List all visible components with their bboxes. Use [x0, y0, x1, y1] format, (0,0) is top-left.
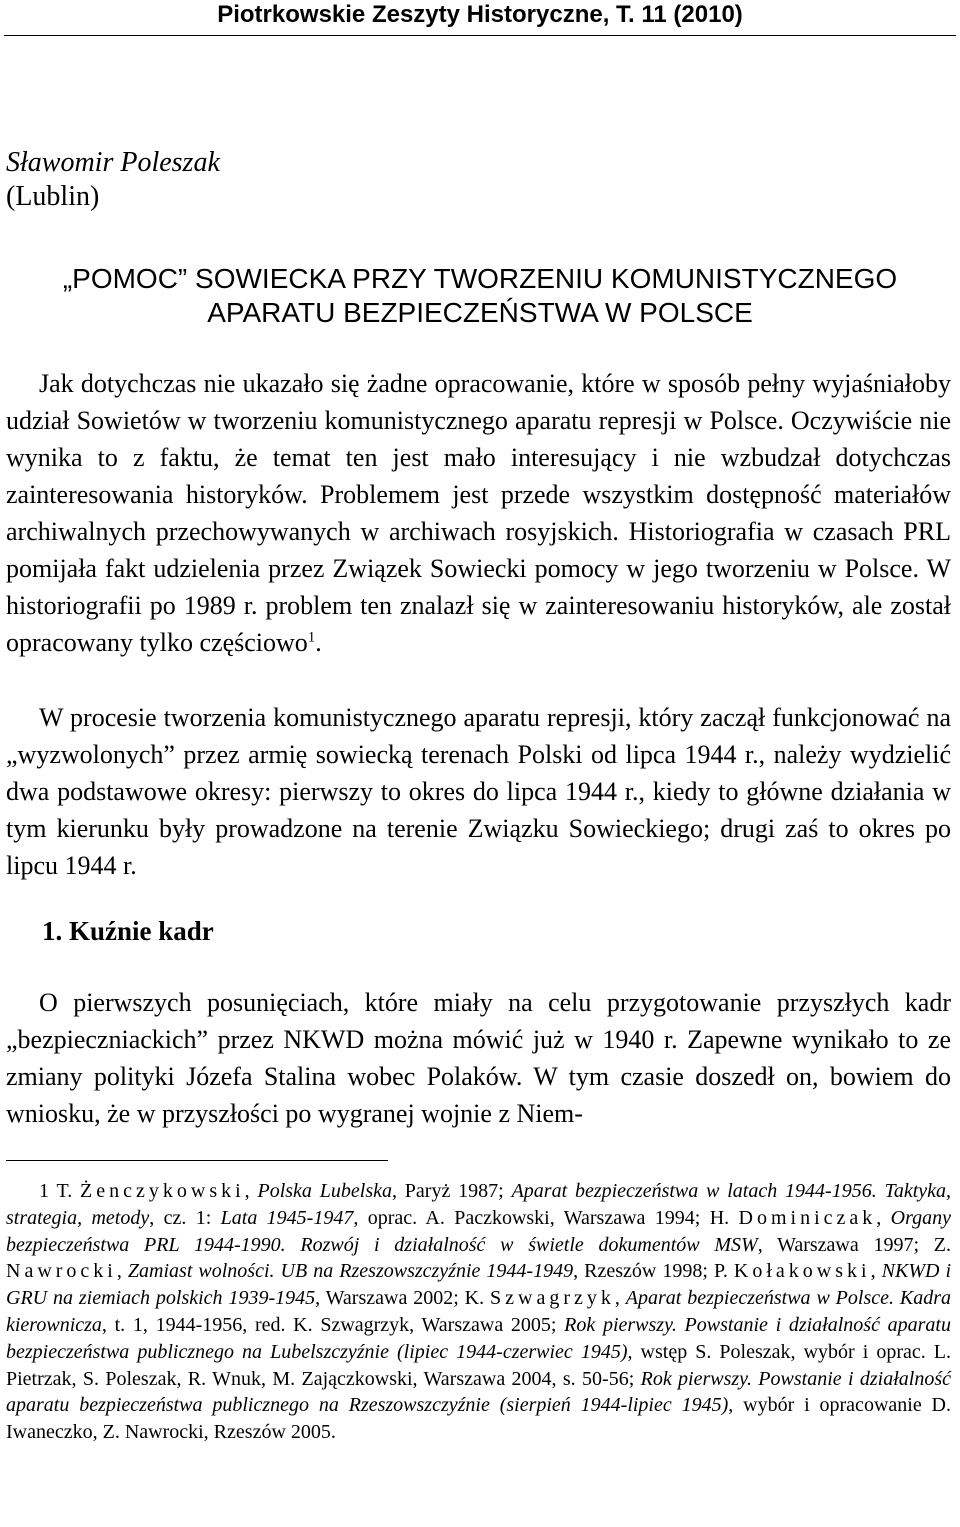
- footnote-work-title: Organy bezpieczeństwa PRL 1944-1990. Rozwój i działalność w świetle dokumentów MSW: [6, 1206, 952, 1256]
- footnote-text: , Rzeszów 1998; P.: [573, 1260, 734, 1283]
- author-affiliation: (Lublin): [6, 181, 100, 212]
- footnote-text: , t. 1, 1944-1956, red. K. Szwagrzyk, Warszawa 2005;: [101, 1313, 565, 1336]
- author-name: Sławomir Poleszak: [6, 147, 220, 178]
- footnote-text: , Paryż 1987;: [391, 1180, 512, 1202]
- footnote-number: 1: [39, 1180, 49, 1202]
- footnote-author: Nawrocki: [6, 1260, 117, 1283]
- footnote-ref: 1: [307, 629, 316, 646]
- footnote-work-title: Aparat bezpieczeństwa w Polsce. Kadra kierownicza: [6, 1287, 952, 1336]
- footnote-text: T.: [49, 1180, 81, 1202]
- paragraph-periods: W procesie tworzenia komunistycznego aparatu represji, który zaczął funkcjonować na „wyzwolonych” przez armię sowiecką terenach Polski od lipca 1944 r., należy wydzielić dwa podstawowe okresy: pierwszy to okres do lipca 1944 r., kiedy to główne działania w tym kierunku były prowadzone na terenie Związku Sowieckiego; drugi zaś to okres po lipcu 1944 r.: [6, 703, 951, 880]
- footnote-work-title: Lata 1945-1947: [220, 1206, 354, 1229]
- running-header: Piotrkowskie Zeszyty Historyczne, T. 11 (2010): [217, 1, 743, 28]
- footnote-text: ,: [614, 1287, 626, 1310]
- footnote-text: ,: [116, 1260, 128, 1283]
- footnote-author: Żenczykowski: [80, 1180, 245, 1202]
- footnote-text: ,: [870, 1260, 882, 1283]
- footnote-work-title: Aparat bezpieczeństwa w latach 1944-1956. Taktyka, strategia, metody: [6, 1180, 952, 1229]
- footnote-work-title: Rok pierwszy. Powstanie i działalność aparatu bezpieczeństwa publicznego na Rzeszowszczyźnie (sierpień 1944-lipiec 1945): [6, 1367, 951, 1417]
- footnote-text: , Warszawa 2002; K.: [315, 1287, 491, 1310]
- footnote-text: , Warszawa 1997; Z.: [757, 1233, 951, 1256]
- footnote-text: ,: [244, 1180, 258, 1202]
- footnote-work-title: Rok pierwszy. Powstanie i działalność aparatu bezpieczeństwa publicznego na Lubelszczyźnie (lipiec 1944-czerwiec 1945): [6, 1313, 951, 1363]
- paragraph-intro-end: .: [315, 628, 322, 657]
- footnote: [6, 1178, 951, 1446]
- footnote-rule: [6, 1160, 388, 1161]
- footnote-text: , oprac. A. Paczkowski, Warszawa 1994; H.: [353, 1206, 739, 1229]
- footnote-text: , wybór i opracowanie D. Iwaneczko, Z. Nawrocki, Rzeszów 2005.: [6, 1394, 951, 1444]
- header-rule: [4, 35, 956, 36]
- article-title-line-1: „POMOC” SOWIECKA PRZY TWORZENIU KOMUNISTYCZNEGO: [62, 263, 898, 294]
- footnote-text: , wstęp S. Poleszak, wybór i oprac. L. Pietrzak, S. Poleszak, R. Wnuk, M. Zajączkowski, Warszawa 2004, s. 50-56;: [6, 1340, 951, 1390]
- footnote-text: , cz. 1:: [149, 1206, 221, 1229]
- article-title-line-2: APARATU BEZPIECZEŃSTWA W POLSCE: [207, 297, 753, 328]
- footnote-author: Szwagrzyk: [490, 1287, 615, 1310]
- footnote-author: Kołakowski: [733, 1260, 871, 1283]
- paragraph-cadres: O pierwszych posunięciach, które miały na celu przygotowanie przyszłych kadr „bezpieczniackich” przez NKWD można mówić już w 1940 r. Zapewne wynikało to ze zmiany polityki Józefa Stalina wobec Polaków. W tym czasie doszedł on, bowiem do wniosku, że w przyszłości po wygranej wojnie z Niem-: [6, 988, 951, 1128]
- section-heading: 1. Kuźnie kadr: [42, 916, 214, 946]
- footnote-text: ,: [876, 1206, 891, 1229]
- footnote-work-title: NKWD i GRU na ziemiach polskich 1939-1945: [6, 1260, 952, 1310]
- footnote-author: Dominiczak: [738, 1206, 877, 1229]
- paragraph-intro-text: Jak dotychczas nie ukazało się żadne opracowanie, które w sposób pełny wyjaśniałoby udział Sowietów w tworzeniu komunistycznego aparatu represji w Polsce. Oczywiście nie wynika to z faktu, że temat ten jest mało interesujący i nie wzbudzał dotychczas zainteresowania historyków. Problemem jest przede wszystkim dostępność materiałów archiwalnych przechowywanych w archiwach rosyjskich. Historiografia w czasach PRL pomijała fakt udzielenia przez Związek Sowiecki pomocy w jego tworzeniu w Polsce. W historiografii po 1989 r. problem ten znalazł się w zainteresowaniu historyków, ale został opracowany tylko częściowo: [6, 369, 951, 657]
- footnote-work-title: Polska Lubelska: [257, 1180, 392, 1202]
- paragraph-intro: [6, 365, 951, 661]
- footnote-work-title: Zamiast wolności. UB na Rzeszowszczyźnie 1944-1949: [127, 1260, 574, 1283]
